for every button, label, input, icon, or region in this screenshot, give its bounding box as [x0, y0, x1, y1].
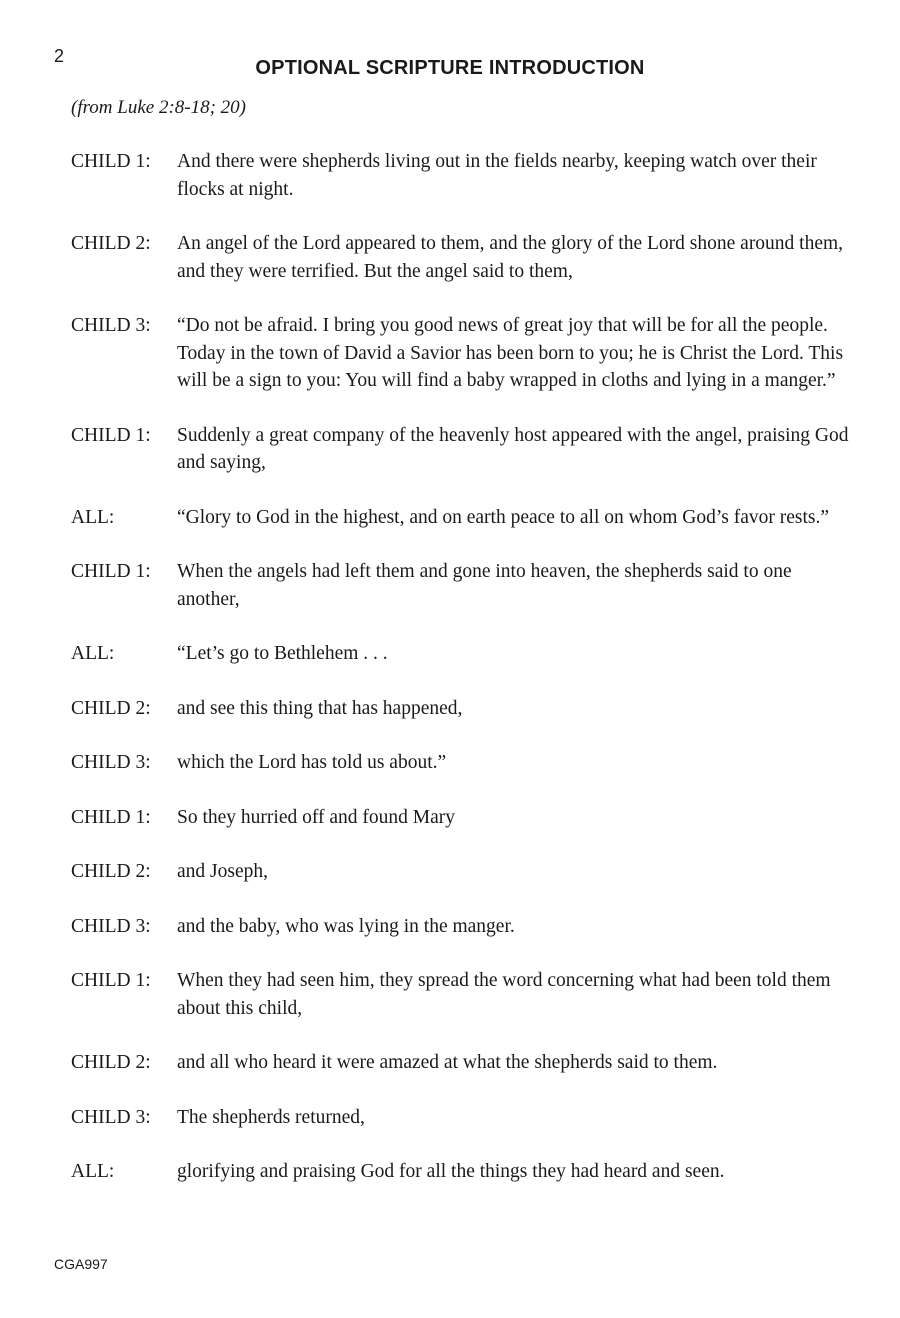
speaker: CHILD 3:	[71, 1106, 151, 1128]
script-line	[71, 858, 851, 886]
speaker: CHILD 3:	[71, 915, 151, 937]
line-text: When the angels had left them and gone into heaven, the shepherds said to one another,	[177, 561, 792, 610]
line-text: “Let’s go to Bethlehem . . .	[177, 643, 388, 664]
line-text: and Joseph,	[177, 861, 268, 882]
line-text: “Do not be afraid. I bring you good news of great joy that will be for all the people. Today in the town of David a Savior has been born to you; he is Christ the Lord. This will be a sign to you: You will find a baby wrapped in cloths and lying in a manger.”	[177, 315, 844, 391]
line-text: Suddenly a great company of the heavenly host appeared with the angel, praising God and saying,	[177, 424, 849, 473]
script-line	[71, 230, 851, 285]
script-line	[71, 749, 851, 777]
speaker: CHILD 2:	[71, 233, 151, 254]
script-line	[71, 148, 851, 203]
speaker: ALL:	[71, 1161, 115, 1182]
line-text: and the baby, who was lying in the manger.	[177, 915, 515, 937]
script-line	[71, 312, 851, 395]
script-line	[71, 422, 851, 477]
footer-product-code: CGA997	[54, 1256, 108, 1272]
script-line	[71, 558, 851, 613]
line-text: The shepherds returned,	[177, 1106, 365, 1128]
line-text: glorifying and praising God for all the things they had heard and seen.	[177, 1161, 725, 1182]
line-text: So they hurried off and found Mary	[177, 806, 455, 828]
speaker: ALL:	[71, 643, 115, 664]
speaker: ALL:	[71, 506, 115, 528]
speaker: CHILD 1:	[71, 806, 151, 828]
script-line	[71, 913, 851, 941]
line-text: “Glory to God in the highest, and on earth peace to all on whom God’s favor rests.”	[177, 506, 830, 528]
script-line	[71, 695, 851, 723]
speaker: CHILD 1:	[71, 424, 151, 446]
speaker: CHILD 1:	[71, 151, 151, 172]
script-line	[71, 804, 851, 832]
page-title: OPTIONAL SCRIPTURE INTRODUCTION	[255, 57, 645, 79]
scripture-source: (from Luke 2:8-18; 20)	[71, 97, 247, 118]
speaker: CHILD 2:	[71, 861, 151, 882]
script-line	[71, 640, 851, 668]
speaker: CHILD 3:	[71, 315, 151, 336]
script-line	[71, 967, 851, 1022]
script-lines	[71, 148, 851, 1213]
speaker: CHILD 2:	[71, 697, 151, 719]
line-text: When they had seen him, they spread the word concerning what had been told them about this child,	[177, 970, 831, 1019]
line-text: which the Lord has told us about.”	[177, 752, 447, 773]
page-number: 2	[54, 46, 65, 66]
script-line	[71, 504, 851, 532]
line-text: And there were shepherds living out in the fields nearby, keeping watch over their flocks at night.	[177, 151, 817, 200]
line-text: and see this thing that has happened,	[177, 697, 463, 719]
script-line	[71, 1049, 851, 1077]
speaker: CHILD 1:	[71, 970, 151, 991]
script-line	[71, 1158, 851, 1186]
line-text: and all who heard it were amazed at what the shepherds said to them.	[177, 1052, 718, 1073]
speaker: CHILD 2:	[71, 1052, 151, 1073]
speaker: CHILD 3:	[71, 752, 151, 773]
speaker: CHILD 1:	[71, 561, 151, 582]
line-text: An angel of the Lord appeared to them, and the glory of the Lord shone around them, and they were terrified. But the angel said to them,	[177, 233, 844, 282]
script-line	[71, 1104, 851, 1132]
